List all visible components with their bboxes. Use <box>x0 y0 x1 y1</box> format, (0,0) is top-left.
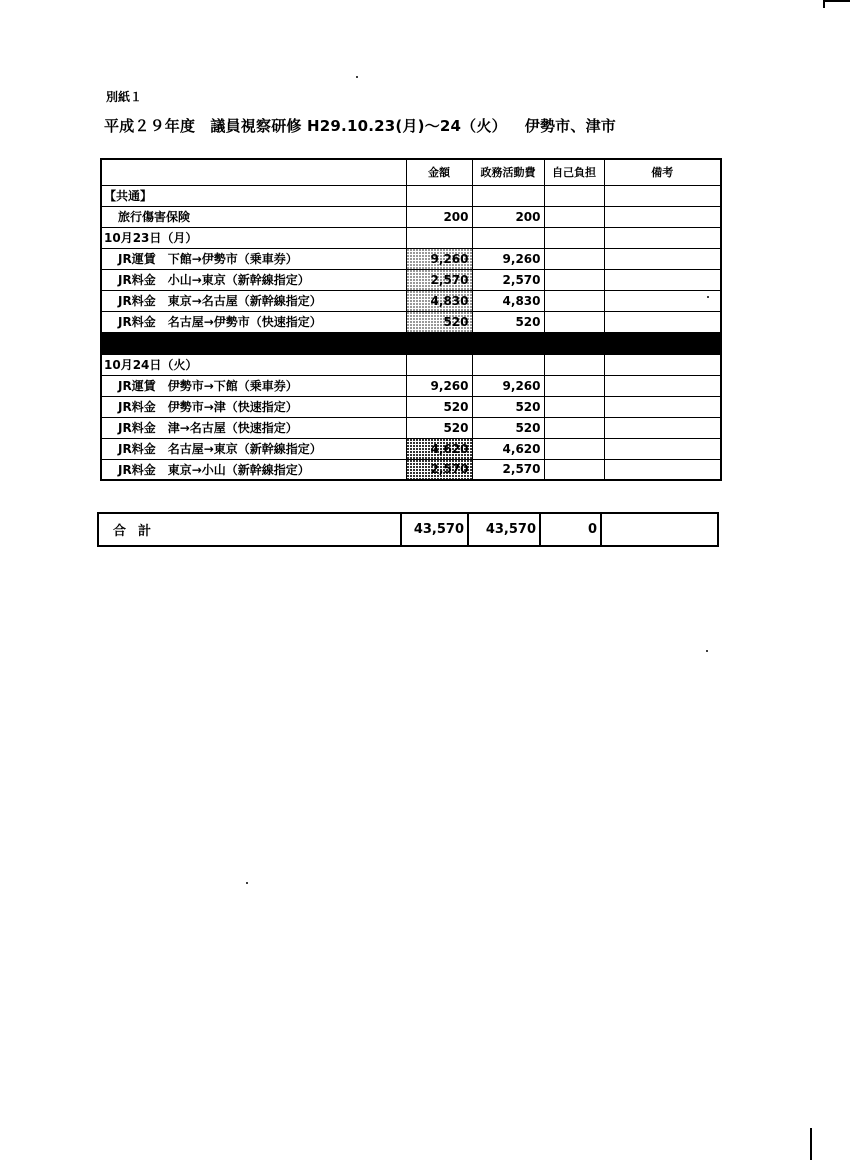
self-pay-cell <box>544 311 604 332</box>
amount-cell: 9,260 <box>406 248 472 269</box>
item-cell: JR料金 東京→小山（新幹線指定） <box>101 459 406 480</box>
table-row <box>101 375 721 396</box>
table-row <box>101 269 721 290</box>
scan-speck <box>706 650 708 652</box>
note-cell <box>604 459 721 480</box>
political-fund-cell: 520 <box>472 396 544 417</box>
table-row <box>101 459 721 480</box>
title-main: 平成２９年度 議員視察研修 H29.10.23(月)～24（火） <box>104 117 507 135</box>
amount-cell: 2,570 <box>406 459 472 480</box>
self-pay-cell <box>544 438 604 459</box>
item-cell: JR料金 伊勢市→津（快速指定） <box>101 396 406 417</box>
item-cell: JR料金 名古屋→伊勢市（快速指定） <box>101 311 406 332</box>
table-row <box>101 396 721 417</box>
political-fund-cell: 2,570 <box>472 269 544 290</box>
political-fund-cell: 520 <box>472 311 544 332</box>
expense-table <box>100 158 722 481</box>
total-label: 合計 <box>98 513 401 546</box>
table-row <box>101 290 721 311</box>
item-cell: JR運賃 下館→伊勢市（乗車券） <box>101 248 406 269</box>
note-cell <box>604 375 721 396</box>
political-fund-cell: 4,620 <box>472 438 544 459</box>
note-cell <box>604 311 721 332</box>
page-edge-mark <box>823 0 850 8</box>
total-amount: 43,570 <box>401 513 468 546</box>
redaction-block <box>544 332 604 354</box>
self-pay-cell <box>544 375 604 396</box>
self-pay-cell <box>544 206 604 227</box>
note-cell <box>604 248 721 269</box>
item-cell: JR料金 東京→名古屋（新幹線指定） <box>101 290 406 311</box>
table-row <box>101 311 721 332</box>
section-label: 【共通】 <box>101 185 406 206</box>
political-fund-cell: 2,570 <box>472 459 544 480</box>
column-header-note: 備考 <box>604 159 721 185</box>
self-pay-cell <box>544 248 604 269</box>
self-pay-cell <box>544 396 604 417</box>
section-label: 10月23日（月） <box>101 227 406 248</box>
section-row-common <box>101 185 721 206</box>
amount-cell: 2,570 <box>406 269 472 290</box>
total-row <box>98 513 718 546</box>
attachment-label: 別紙１ <box>106 90 143 104</box>
redaction-block <box>406 332 472 354</box>
total-self-pay: 0 <box>540 513 601 546</box>
scan-speck <box>356 76 358 78</box>
column-header-item <box>101 159 406 185</box>
note-cell <box>604 396 721 417</box>
section-row-day2 <box>101 354 721 375</box>
note-cell <box>604 206 721 227</box>
item-cell: JR料金 名古屋→東京（新幹線指定） <box>101 438 406 459</box>
redaction-block <box>101 332 406 354</box>
table-row <box>101 248 721 269</box>
amount-cell: 9,260 <box>406 375 472 396</box>
amount-cell: 200 <box>406 206 472 227</box>
document-title <box>104 115 634 136</box>
political-fund-cell: 9,260 <box>472 248 544 269</box>
self-pay-cell <box>544 290 604 311</box>
note-cell <box>604 269 721 290</box>
total-political-fund: 43,570 <box>468 513 540 546</box>
self-pay-cell <box>544 269 604 290</box>
amount-cell: 520 <box>406 396 472 417</box>
item-cell: 旅行傷害保険 <box>101 206 406 227</box>
table-header-row <box>101 159 721 185</box>
title-place: 伊勢市、津市 <box>524 117 616 135</box>
political-fund-cell: 200 <box>472 206 544 227</box>
table-row <box>101 206 721 227</box>
note-cell <box>604 438 721 459</box>
table-row <box>101 438 721 459</box>
amount-cell: 4,830 <box>406 290 472 311</box>
note-cell <box>604 290 721 311</box>
column-header-self-pay: 自己負担 <box>544 159 604 185</box>
item-cell: JR料金 津→名古屋（快速指定） <box>101 417 406 438</box>
total-note <box>601 513 718 546</box>
column-header-amount: 金額 <box>406 159 472 185</box>
item-cell: JR運賃 伊勢市→下館（乗車券） <box>101 375 406 396</box>
amount-cell: 520 <box>406 417 472 438</box>
redaction-block <box>604 332 721 354</box>
section-row-day1 <box>101 227 721 248</box>
page-edge-line <box>810 1128 812 1160</box>
total-table <box>97 512 719 547</box>
column-header-political-fund: 政務活動費 <box>472 159 544 185</box>
political-fund-cell: 520 <box>472 417 544 438</box>
section-label: 10月24日（火） <box>101 354 406 375</box>
self-pay-cell <box>544 417 604 438</box>
note-cell <box>604 417 721 438</box>
table-row <box>101 417 721 438</box>
item-cell: JR料金 小山→東京（新幹線指定） <box>101 269 406 290</box>
amount-cell: 4,620 <box>406 438 472 459</box>
scan-speck <box>246 882 248 884</box>
redaction-block <box>472 332 544 354</box>
redacted-row <box>101 332 721 354</box>
amount-cell: 520 <box>406 311 472 332</box>
self-pay-cell <box>544 459 604 480</box>
political-fund-cell: 9,260 <box>472 375 544 396</box>
political-fund-cell: 4,830 <box>472 290 544 311</box>
